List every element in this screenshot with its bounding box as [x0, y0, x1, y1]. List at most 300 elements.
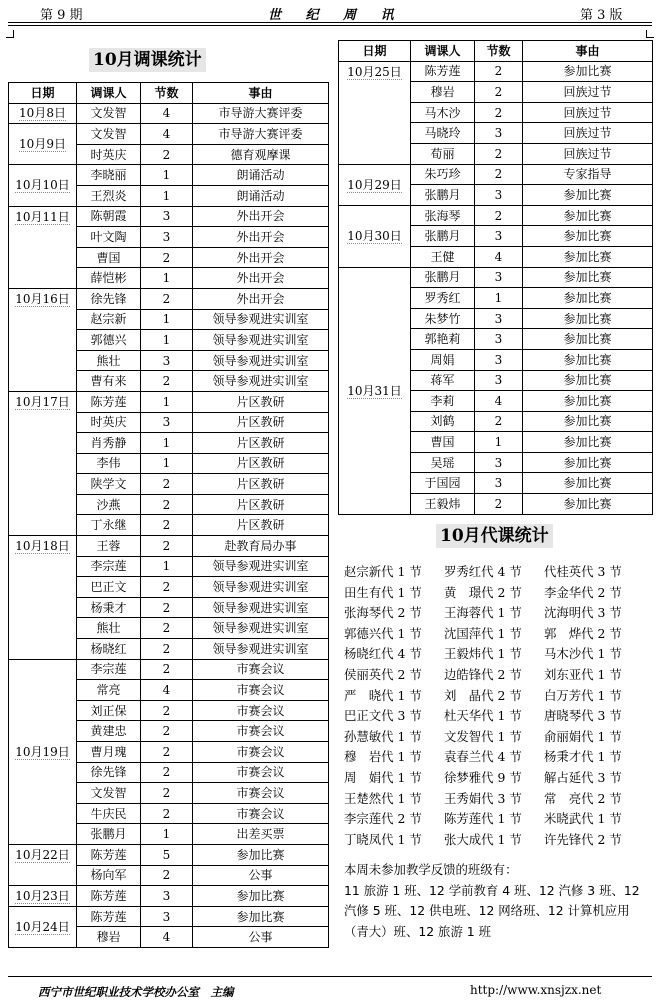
table-header-row: [9, 83, 329, 104]
date-cell: [9, 536, 77, 660]
periods-cell: 3: [141, 227, 193, 248]
footer-office: 西宁市世纪职业技术学校办公室 主编: [38, 985, 234, 999]
person-cell: 李伟: [77, 453, 141, 474]
substitution-entry: 边皓锋代 2 节: [444, 666, 522, 682]
date-cell: [9, 659, 77, 844]
header-rule: [8, 22, 652, 23]
person-cell: 肖秀静: [77, 433, 141, 454]
person-cell: 曹国: [411, 432, 475, 453]
periods-cell: 1: [141, 556, 193, 577]
person-cell: 熊壮: [77, 618, 141, 639]
person-cell: 马木沙: [411, 102, 475, 123]
periods-cell: 2: [141, 474, 193, 495]
substitution-entry: 文发智代 1 节: [444, 728, 522, 744]
substitution-entry: 郭 烨代 2 节: [544, 625, 622, 641]
date-cell: [9, 391, 77, 535]
table-row: [9, 288, 329, 309]
reason-cell: 参加比赛: [523, 185, 653, 206]
person-cell: 常亮: [77, 680, 141, 701]
table-row: [339, 164, 653, 185]
date-cell: [339, 164, 411, 205]
periods-cell: 2: [141, 721, 193, 742]
person-cell: 陈朝霞: [77, 206, 141, 227]
date-text: 10月24日: [15, 919, 70, 934]
substitution-entry: 常 亮代 2 节: [544, 790, 622, 806]
person-cell: 曹月瑰: [77, 742, 141, 763]
reason-cell: 德育观摩课: [193, 144, 329, 165]
person-cell: 李晓丽: [77, 165, 141, 186]
person-cell: 张鹏月: [411, 267, 475, 288]
substitution-entry: 田生有代 1 节: [344, 584, 422, 600]
reason-cell: 参加比赛: [523, 205, 653, 226]
periods-cell: 2: [475, 164, 523, 185]
person-cell: 薛恺彬: [77, 268, 141, 289]
periods-cell: 2: [475, 143, 523, 164]
substitution-row: [344, 644, 644, 665]
periods-cell: 3: [475, 267, 523, 288]
table-row: [9, 659, 329, 680]
date-text: 10月9日: [19, 137, 66, 152]
page-header: [0, 0, 660, 24]
periods-cell: 2: [475, 205, 523, 226]
periods-cell: 2: [141, 144, 193, 165]
person-cell: 王烈炎: [77, 185, 141, 206]
person-cell: 文发智: [77, 783, 141, 804]
person-cell: 巴正文: [77, 577, 141, 598]
table-row: [9, 844, 329, 865]
substitution-entry: 杜天华代 1 节: [444, 708, 522, 724]
substitution-entry: 王秀娟代 3 节: [444, 790, 522, 806]
reason-cell: 市赛会议: [193, 721, 329, 742]
reason-cell: 专家指导: [523, 164, 653, 185]
person-cell: 牛庆民: [77, 803, 141, 824]
substitution-row: [344, 789, 644, 810]
date-cell: [9, 124, 77, 165]
person-cell: 陈芳莲: [77, 906, 141, 927]
person-cell: 王蓉: [77, 536, 141, 557]
substitution-entry: 陈芳莲代 1 节: [444, 811, 522, 827]
person-cell: 郭艳莉: [411, 329, 475, 350]
substitution-row: [344, 727, 644, 748]
substitution-entry: 许先锋代 2 节: [544, 831, 622, 847]
table-row: [339, 267, 653, 288]
substitution-row: [344, 706, 644, 727]
reason-cell: 朗诵活动: [193, 185, 329, 206]
reason-cell: 参加比赛: [523, 329, 653, 350]
periods-cell: 2: [475, 82, 523, 103]
reason-cell: 市赛会议: [193, 762, 329, 783]
reason-cell: 外出开会: [193, 206, 329, 227]
date-text: 10月25日: [347, 64, 402, 79]
reason-cell: 参加比赛: [523, 226, 653, 247]
periods-cell: 2: [141, 700, 193, 721]
reason-cell: 领导参观进实训室: [193, 556, 329, 577]
periods-cell: 1: [141, 309, 193, 330]
periods-cell: 2: [141, 577, 193, 598]
person-cell: 穆岩: [77, 927, 141, 948]
reason-cell: 领导参观进实训室: [193, 371, 329, 392]
reason-cell: 外出开会: [193, 227, 329, 248]
person-cell: 张鹏月: [411, 185, 475, 206]
periods-cell: 4: [141, 927, 193, 948]
reason-cell: 参加比赛: [523, 267, 653, 288]
newspaper-name: 世 纪 周 讯: [268, 8, 404, 23]
periods-cell: 2: [141, 247, 193, 268]
date-text: 10月18日: [15, 539, 70, 554]
person-cell: 时英庆: [77, 412, 141, 433]
date-text: 10月22日: [15, 847, 70, 862]
substitution-entry: 杨秉才代 1 节: [544, 749, 622, 765]
date-cell: [9, 288, 77, 391]
periods-cell: 3: [475, 329, 523, 350]
periods-cell: 1: [141, 391, 193, 412]
person-cell: 时英庆: [77, 144, 141, 165]
person-cell: 陈芳莲: [77, 886, 141, 907]
periods-cell: 3: [475, 185, 523, 206]
col-header-person: 调课人: [77, 83, 141, 104]
substitution-list: [344, 562, 644, 850]
substitution-entry: 杨晓红代 4 节: [344, 646, 422, 662]
substitution-entry: 王楚然代 1 节: [344, 790, 422, 806]
periods-cell: 3: [141, 886, 193, 907]
substitution-entry: 袁春兰代 4 节: [444, 749, 522, 765]
periods-cell: 2: [141, 536, 193, 557]
person-cell: 王毅炜: [411, 494, 475, 515]
periods-cell: 4: [141, 124, 193, 145]
reason-cell: 市赛会议: [193, 700, 329, 721]
col-header-reason: 事由: [523, 41, 653, 62]
periods-cell: 1: [141, 165, 193, 186]
periods-cell: 2: [141, 618, 193, 639]
reason-cell: 片区教研: [193, 474, 329, 495]
table-row: [339, 61, 653, 82]
date-text: 10月23日: [15, 888, 70, 903]
substitution-entry: 巴正文代 3 节: [344, 708, 422, 724]
reason-cell: 外出开会: [193, 247, 329, 268]
col-header-reason: 事由: [193, 83, 329, 104]
person-cell: 陈芳莲: [411, 61, 475, 82]
person-cell: 周娟: [411, 349, 475, 370]
issue-number: 第 9 期: [40, 8, 83, 23]
periods-cell: 3: [475, 370, 523, 391]
date-cell: [339, 61, 411, 164]
reason-cell: 片区教研: [193, 391, 329, 412]
periods-cell: 3: [475, 349, 523, 370]
reason-cell: 回族过节: [523, 102, 653, 123]
reason-cell: 市赛会议: [193, 803, 329, 824]
person-cell: 蒋军: [411, 370, 475, 391]
periods-cell: 3: [475, 123, 523, 144]
substitution-entry: 黄 璟代 2 节: [444, 584, 522, 600]
person-cell: 陕学文: [77, 474, 141, 495]
reason-cell: 领导参观进实训室: [193, 330, 329, 351]
reason-cell: 片区教研: [193, 515, 329, 536]
substitution-entry: 马木沙代 1 节: [544, 646, 622, 662]
date-text: 10月8日: [19, 106, 66, 121]
person-cell: 马晓玲: [411, 123, 475, 144]
reason-cell: 参加比赛: [523, 391, 653, 412]
person-cell: 徐先锋: [77, 288, 141, 309]
person-cell: 曹国: [77, 247, 141, 268]
periods-cell: 2: [141, 371, 193, 392]
reason-cell: 参加比赛: [523, 370, 653, 391]
person-cell: 朱巧珍: [411, 164, 475, 185]
table-row: [9, 906, 329, 927]
corner-mark: [646, 30, 654, 38]
table-row: [9, 536, 329, 557]
periods-cell: 4: [141, 103, 193, 124]
reason-cell: 参加比赛: [523, 308, 653, 329]
page-number: 第 3 版: [580, 8, 623, 23]
reason-cell: 回族过节: [523, 82, 653, 103]
reason-cell: 市赛会议: [193, 659, 329, 680]
person-cell: 荀丽: [411, 143, 475, 164]
substitution-entry: 严 晓代 1 节: [344, 687, 422, 703]
reason-cell: 参加比赛: [523, 349, 653, 370]
periods-cell: 2: [475, 102, 523, 123]
reason-cell: 片区教研: [193, 453, 329, 474]
date-text: 10月29日: [347, 177, 402, 192]
date-text: 10月17日: [15, 394, 70, 409]
date-cell: [339, 205, 411, 267]
date-text: 10月16日: [15, 291, 70, 306]
periods-cell: 3: [475, 452, 523, 473]
person-cell: 穆岩: [411, 82, 475, 103]
reason-cell: 片区教研: [193, 494, 329, 515]
substitution-row: [344, 830, 644, 851]
col-header-periods: 节数: [141, 83, 193, 104]
person-cell: 赵宗新: [77, 309, 141, 330]
person-cell: 吴瑶: [411, 452, 475, 473]
person-cell: 于国园: [411, 473, 475, 494]
periods-cell: 2: [141, 762, 193, 783]
substitution-entry: 张大成代 1 节: [444, 831, 522, 847]
periods-cell: 2: [141, 865, 193, 886]
substitution-entry: 刘东亚代 1 节: [544, 666, 622, 682]
date-text: 10月10日: [15, 178, 70, 193]
reason-cell: 领导参观进实训室: [193, 350, 329, 371]
substitution-entry: 沈国萍代 1 节: [444, 625, 522, 641]
substitution-entry: 张海琴代 2 节: [344, 605, 422, 621]
person-cell: 李宗莲: [77, 659, 141, 680]
footer-url: http://www.xnsjzx.net: [470, 983, 602, 997]
periods-cell: 1: [141, 433, 193, 454]
schedule-change-table-left: [8, 82, 329, 948]
periods-cell: 1: [141, 453, 193, 474]
periods-cell: 4: [141, 680, 193, 701]
table-row: [339, 205, 653, 226]
substitution-entry: 解占延代 3 节: [544, 769, 622, 785]
person-cell: 罗秀红: [411, 288, 475, 309]
substitution-row: [344, 562, 644, 583]
substitution-entry: 李宗莲代 2 节: [344, 811, 422, 827]
substitution-entry: 郭德兴代 1 节: [344, 625, 422, 641]
date-cell: [9, 906, 77, 947]
periods-cell: 3: [475, 473, 523, 494]
substitution-row: [344, 665, 644, 686]
substitution-entry: 穆 岩代 1 节: [344, 749, 422, 765]
substitution-entry: 徐梦雅代 9 节: [444, 769, 522, 785]
person-cell: 曹有来: [77, 371, 141, 392]
periods-cell: 2: [141, 742, 193, 763]
substitution-row: [344, 809, 644, 830]
substitution-entry: 白万芳代 1 节: [544, 687, 622, 703]
substitution-entry: 李金华代 2 节: [544, 584, 622, 600]
substitution-row: [344, 768, 644, 789]
date-cell: [339, 267, 411, 514]
periods-cell: 2: [141, 639, 193, 660]
person-cell: 徐先锋: [77, 762, 141, 783]
periods-cell: 4: [475, 391, 523, 412]
reason-cell: 市赛会议: [193, 783, 329, 804]
substitution-entry: 沈海明代 3 节: [544, 605, 622, 621]
reason-cell: 外出开会: [193, 288, 329, 309]
reason-cell: 参加比赛: [523, 432, 653, 453]
periods-cell: 2: [475, 494, 523, 515]
date-text: 10月30日: [347, 229, 402, 244]
person-cell: 叶文陶: [77, 227, 141, 248]
reason-cell: 领导参观进实训室: [193, 577, 329, 598]
periods-cell: 1: [141, 268, 193, 289]
col-header-date: 日期: [339, 41, 411, 62]
reason-cell: 领导参观进实训室: [193, 639, 329, 660]
date-cell: [9, 206, 77, 288]
reason-cell: 市赛会议: [193, 680, 329, 701]
reason-cell: 参加比赛: [523, 288, 653, 309]
person-cell: 杨晓红: [77, 639, 141, 660]
substitution-row: [344, 747, 644, 768]
substitution-entry: 罗秀红代 4 节: [444, 564, 522, 579]
person-cell: 丁永继: [77, 515, 141, 536]
header-rule: [8, 25, 652, 26]
periods-cell: 2: [141, 494, 193, 515]
periods-cell: 3: [141, 350, 193, 371]
periods-cell: 5: [141, 844, 193, 865]
substitution-entry: 代桂英代 3 节: [544, 564, 622, 579]
reason-cell: 参加比赛: [193, 886, 329, 907]
reason-cell: 参加比赛: [523, 411, 653, 432]
substitution-row: [344, 624, 644, 645]
person-cell: 张鹏月: [411, 226, 475, 247]
feedback-classes: 11 旅游 1 班、12 学前教育 4 班、12 汽修 3 班、12 汽修 5 班、12 供电班、12 网络班、12 计算机应用（青大）班、12 旅游 1 班: [344, 882, 640, 939]
reason-cell: 朗诵活动: [193, 165, 329, 186]
person-cell: 黄建忠: [77, 721, 141, 742]
reason-cell: 领导参观进实训室: [193, 597, 329, 618]
person-cell: 张鹏月: [77, 824, 141, 845]
table-header-row: [339, 41, 653, 62]
reason-cell: 片区教研: [193, 433, 329, 454]
reason-cell: 片区教研: [193, 412, 329, 433]
periods-cell: 2: [141, 783, 193, 804]
periods-cell: 1: [475, 288, 523, 309]
reason-cell: 公事: [193, 927, 329, 948]
substitution-entry: 赵宗新代 1 节: [344, 564, 422, 579]
table-row: [9, 124, 329, 145]
periods-cell: 2: [141, 515, 193, 536]
periods-cell: 3: [475, 226, 523, 247]
periods-cell: 2: [141, 288, 193, 309]
person-cell: 王健: [411, 246, 475, 267]
table-row: [9, 165, 329, 186]
table-row: [9, 206, 329, 227]
person-cell: 陈芳莲: [77, 391, 141, 412]
reason-cell: 市导游大赛评委: [193, 103, 329, 124]
reason-cell: 市赛会议: [193, 742, 329, 763]
person-cell: 李莉: [411, 391, 475, 412]
periods-cell: 4: [475, 246, 523, 267]
substitution-row: [344, 686, 644, 707]
table-row: [9, 391, 329, 412]
col-header-date: 日期: [9, 83, 77, 104]
date-cell: [9, 886, 77, 907]
reason-cell: 市导游大赛评委: [193, 124, 329, 145]
reason-cell: 参加比赛: [193, 906, 329, 927]
person-cell: 杨秉才: [77, 597, 141, 618]
substitution-entry: 米晓武代 1 节: [544, 811, 622, 827]
substitution-entry: 侯丽英代 2 节: [344, 666, 422, 682]
substitution-entry: 唐晓琴代 3 节: [544, 708, 622, 724]
substitution-entry: 王海蓉代 1 节: [444, 605, 522, 621]
person-cell: 朱梦竹: [411, 308, 475, 329]
reason-cell: 回族过节: [523, 143, 653, 164]
reason-cell: 赴教育局办事: [193, 536, 329, 557]
substitution-entry: 孙慧敏代 1 节: [344, 728, 422, 744]
person-cell: 刘鹤: [411, 411, 475, 432]
table-row: [9, 886, 329, 907]
page-footer: [0, 976, 660, 1003]
substitution-entry: 王毅炜代 1 节: [444, 646, 522, 662]
col-header-person: 调课人: [411, 41, 475, 62]
person-cell: 熊壮: [77, 350, 141, 371]
person-cell: 文发智: [77, 124, 141, 145]
person-cell: 李宗莲: [77, 556, 141, 577]
periods-cell: 3: [141, 206, 193, 227]
reason-cell: 参加比赛: [193, 844, 329, 865]
periods-cell: 3: [475, 308, 523, 329]
periods-cell: 3: [141, 906, 193, 927]
periods-cell: 2: [141, 597, 193, 618]
feedback-notice: [344, 860, 650, 942]
schedule-change-table-right: [338, 40, 653, 515]
periods-cell: 1: [141, 824, 193, 845]
person-cell: 陈芳莲: [77, 844, 141, 865]
footer-rule: [8, 976, 652, 977]
periods-cell: 2: [141, 803, 193, 824]
substitution-entry: 周 娟代 1 节: [344, 769, 422, 785]
reason-cell: 参加比赛: [523, 246, 653, 267]
reason-cell: 参加比赛: [523, 61, 653, 82]
periods-cell: 1: [475, 432, 523, 453]
person-cell: 刘正保: [77, 700, 141, 721]
date-cell: [9, 103, 77, 124]
substitution-entry: 丁晓凤代 1 节: [344, 831, 422, 847]
reason-cell: 出差买票: [193, 824, 329, 845]
reason-cell: 领导参观进实训室: [193, 618, 329, 639]
person-cell: 杨向军: [77, 865, 141, 886]
periods-cell: 1: [141, 185, 193, 206]
corner-mark: [6, 30, 14, 38]
person-cell: 沙燕: [77, 494, 141, 515]
person-cell: 张海琴: [411, 205, 475, 226]
substitution-entry: 刘 晶代 2 节: [444, 687, 522, 703]
substitution-entry: 俞丽娟代 1 节: [544, 728, 622, 744]
right-section-title: 10月代课统计: [436, 524, 553, 548]
date-cell: [9, 165, 77, 206]
periods-cell: 2: [141, 659, 193, 680]
substitution-row: [344, 603, 644, 624]
date-text: 10月19日: [15, 744, 70, 759]
feedback-label: 本周未参加教学反馈的班级有：: [344, 862, 518, 877]
